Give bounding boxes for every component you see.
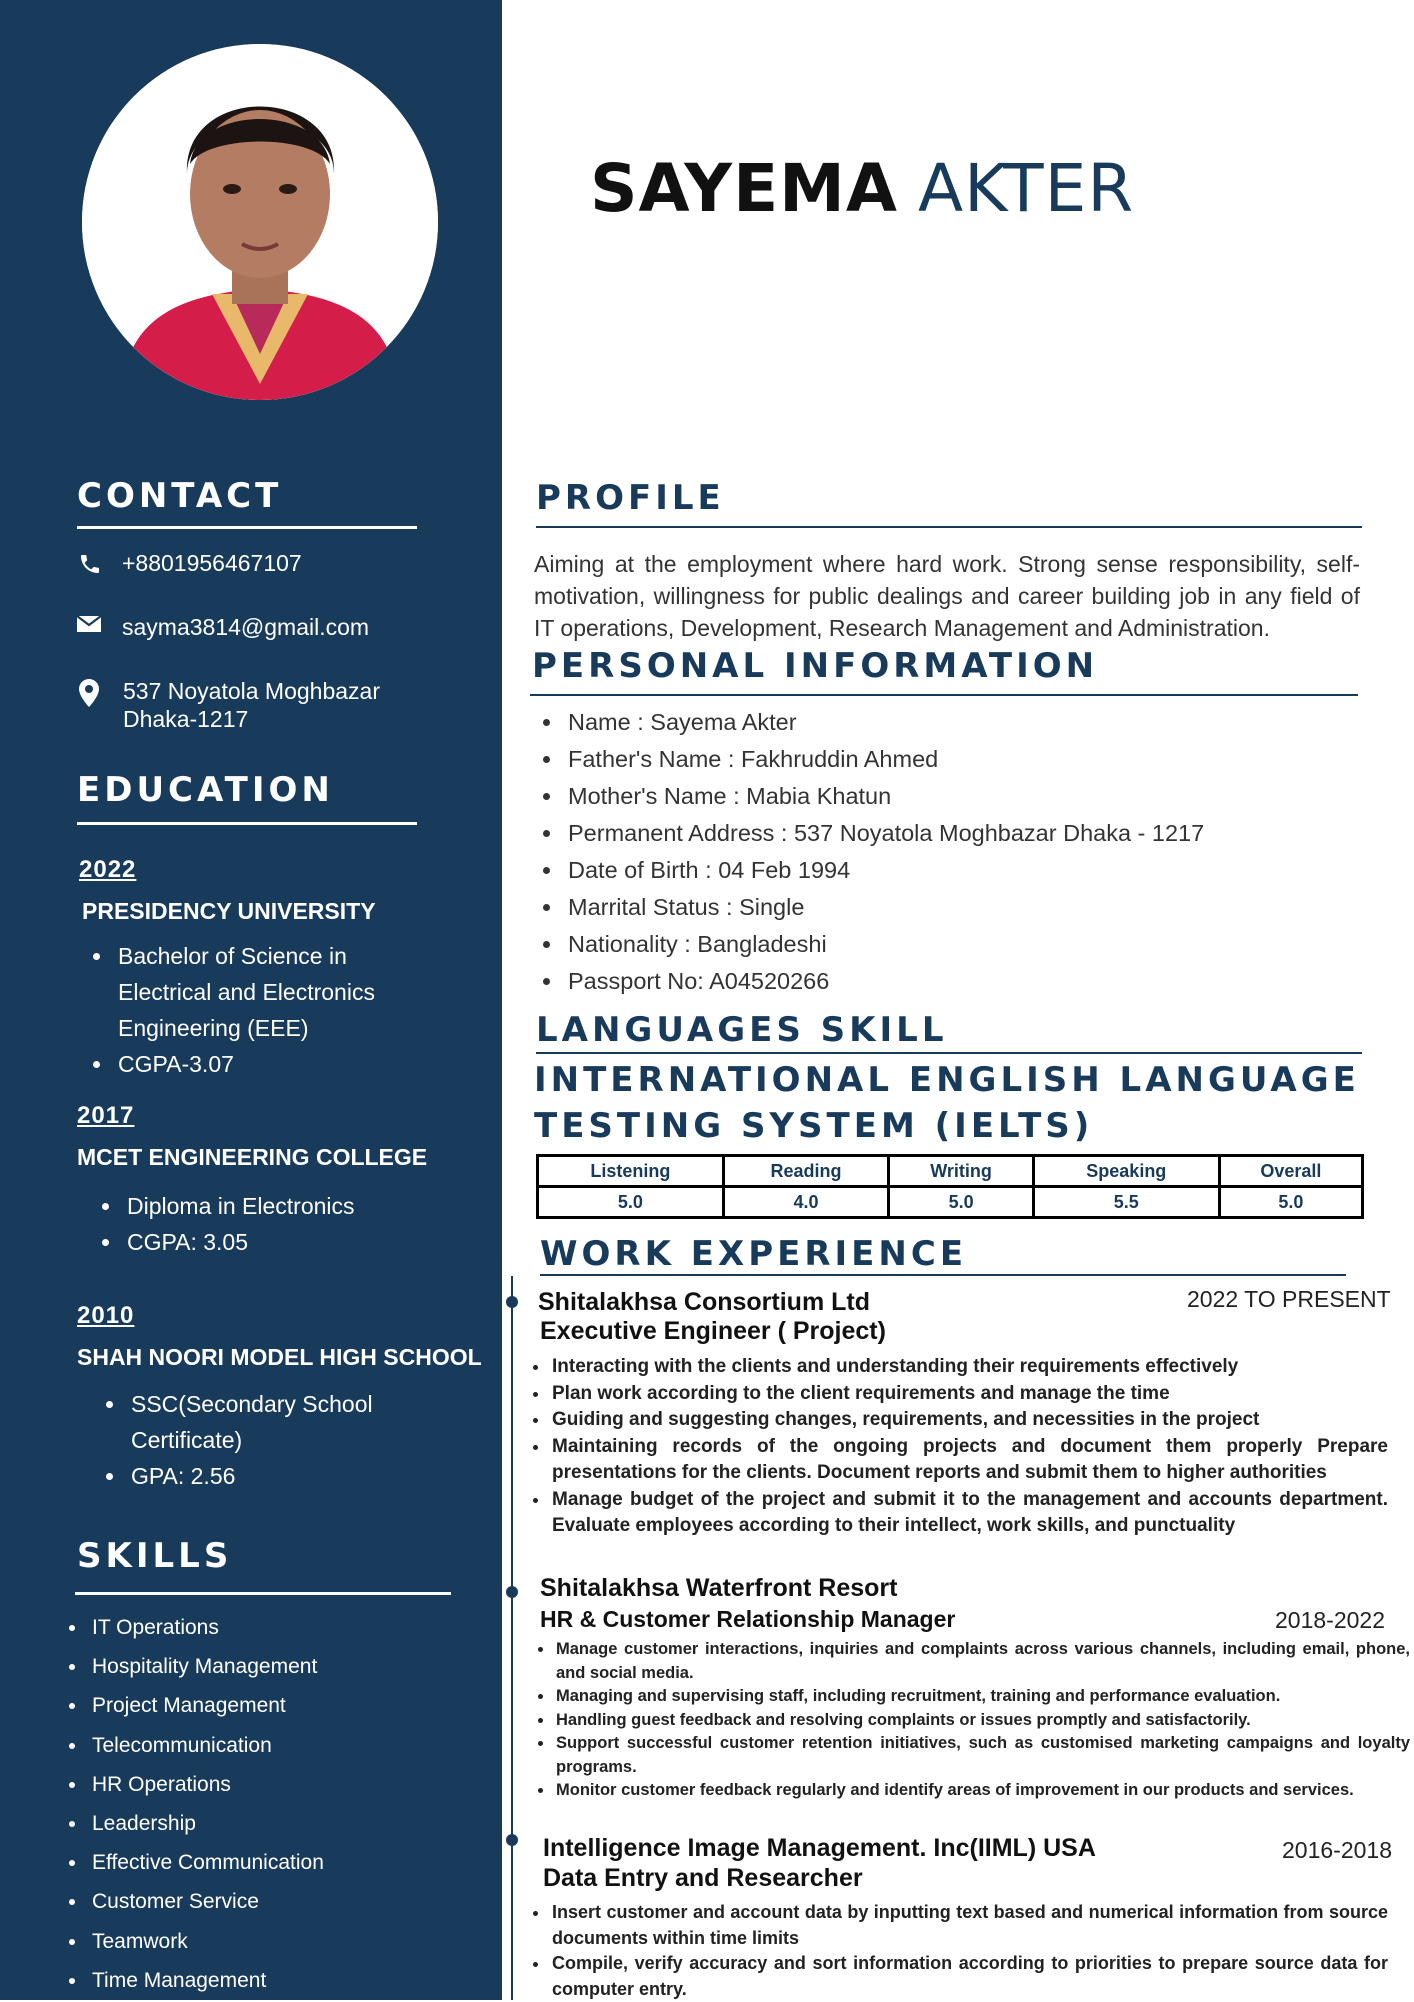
email-icon: [76, 614, 102, 639]
skill-item: • Leadership: [88, 1804, 488, 1843]
skill-item: • Hospitality Management: [88, 1647, 488, 1686]
list-item: • Date of Birth : 04 Feb 1994: [564, 852, 1384, 889]
list-item: • Monitor customer feedback regularly and identify areas of improvement in our products and services.: [554, 1779, 1410, 1803]
education-year: 2022: [79, 856, 137, 883]
education-school: PRESIDENCY UNIVERSITY: [82, 898, 376, 924]
skill-item: • Telecommunication: [88, 1726, 488, 1765]
languages-heading: LANGUAGES SKILL: [536, 1010, 948, 1050]
table-cell: 5.5: [1033, 1187, 1219, 1218]
skills-list: [70, 1608, 488, 2000]
skill-item: • Customer Service: [88, 1882, 488, 1921]
list-item: • Interacting with the clients and understanding their requirements effectively: [550, 1354, 1388, 1381]
list-item: • Father's Name : Fakhruddin Ahmed: [564, 741, 1384, 778]
skills-divider: [75, 1592, 451, 1595]
skill-item: • HR Operations: [88, 1765, 488, 1804]
skill-item: • Teamwork: [88, 1922, 488, 1961]
list-item: • Mother's Name : Mabia Khatun: [564, 778, 1384, 815]
name-last: AKTER: [918, 150, 1135, 227]
table-cell: 5.0: [889, 1187, 1034, 1218]
timeline-dot: [506, 1296, 518, 1308]
list-item: • CGPA: 3.05: [123, 1224, 443, 1260]
job-company: Shitalakhsa Waterfront Resort: [540, 1574, 898, 1602]
ielts-heading-line2: TESTING SYSTEM (IELTS): [534, 1106, 1094, 1146]
education-school: MCET ENGINEERING COLLEGE: [77, 1144, 428, 1170]
table-cell: 5.0: [1219, 1187, 1362, 1218]
list-item: • Insert customer and account data by inputting text based and numerical information from source documents within time limits: [550, 1900, 1388, 1951]
education-divider: [77, 822, 417, 825]
skill-item: • Time Management: [88, 1961, 488, 2000]
personal-info-list: [540, 704, 1384, 1000]
table-cell: 4.0: [723, 1187, 889, 1218]
list-item: • Marrital Status : Single: [564, 889, 1384, 926]
contact-divider: [77, 526, 417, 529]
education-details: [101, 1188, 443, 1260]
name-first: SAYEMA: [590, 150, 898, 227]
list-item: • Nationality : Bangladeshi: [564, 926, 1384, 963]
job-dates: 2018-2022: [1275, 1607, 1385, 1633]
list-item: • Permanent Address : 537 Noyatola Moghbazar Dhaka - 1217: [564, 815, 1384, 852]
skill-item: • Effective Communication: [88, 1843, 488, 1882]
education-details: [105, 1386, 427, 1494]
education-details: [92, 938, 414, 1082]
work-divider: [540, 1274, 1346, 1276]
skill-item: • IT Operations: [88, 1608, 488, 1647]
table-header: Reading: [723, 1156, 889, 1187]
list-item: • Bachelor of Science in Electrical and Electronics Engineering (EEE): [114, 938, 414, 1046]
work-heading: WORK EXPERIENCE: [540, 1234, 968, 1274]
job-title: Data Entry and Researcher: [543, 1864, 863, 1892]
list-item: • Passport No: A04520266: [564, 963, 1384, 1000]
languages-divider: [536, 1052, 1362, 1054]
timeline-dot: [506, 1586, 518, 1598]
job-company: Intelligence Image Management. Inc(IIML) USA: [543, 1834, 1096, 1862]
education-year: 2017: [77, 1102, 135, 1129]
table-cell: 5.0: [538, 1187, 724, 1218]
list-item: • SSC(Secondary School Certificate): [127, 1386, 427, 1458]
list-item: • Maintaining records of the ongoing projects and document them properly Prepare presentations for the clients. Document reports and submit them to higher authorities: [550, 1434, 1388, 1487]
education-school: SHAH NOORI MODEL HIGH SCHOOL: [77, 1344, 482, 1370]
list-item: • CGPA-3.07: [114, 1046, 414, 1082]
list-item: • Guiding and suggesting changes, requirements, and necessities in the project: [550, 1407, 1388, 1434]
list-item: • Manage customer interactions, inquiries and complaints across various channels, including email, phone, and social media.: [554, 1638, 1410, 1685]
phone-icon: [78, 552, 102, 581]
job-duties: [532, 1354, 1388, 1540]
job-duties: [536, 1638, 1410, 1803]
avatar: [82, 44, 438, 400]
list-item: • Managing and supervising staff, including recruitment, training and performance evaluation.: [554, 1685, 1410, 1709]
table-header: Writing: [889, 1156, 1034, 1187]
job-dates: 2022 TO PRESENT: [1187, 1286, 1391, 1312]
job-dates: 2016-2018: [1282, 1837, 1392, 1863]
ielts-score-table: [536, 1154, 1364, 1219]
timeline-line: [511, 1276, 513, 2000]
timeline-dot: [506, 1834, 518, 1846]
table-row: [538, 1187, 1363, 1218]
job-company: Shitalakhsa Consortium Ltd: [538, 1288, 870, 1316]
job-title: HR & Customer Relationship Manager: [540, 1606, 956, 1632]
personal-info-divider: [530, 694, 1358, 696]
profile-text: Aiming at the employment where hard work. Strong sense responsibility, self-motivation, willingness for public dealings and career building job in any field of IT operations, Development, Research Management and Administration.: [534, 551, 1360, 641]
list-item: • Support successful customer retention initiatives, such as customised marketing campaigns and loyalty programs.: [554, 1732, 1410, 1779]
address-line-2: Dhaka-1217: [123, 706, 249, 732]
table-header: Speaking: [1033, 1156, 1219, 1187]
job-duties: [532, 1900, 1388, 2002]
table-row: [538, 1156, 1363, 1187]
job-title: Executive Engineer ( Project): [540, 1317, 886, 1345]
email-address[interactable]: sayma3814@gmail.com: [122, 614, 370, 640]
table-header: Overall: [1219, 1156, 1362, 1187]
location-icon: [78, 678, 100, 713]
profile-divider: [536, 526, 1362, 528]
address-line-1: 537 Noyatola Moghbazar: [123, 678, 380, 704]
list-item: • Compile, verify accuracy and sort information according to priorities to prepare source data for computer entry.: [550, 1951, 1388, 2002]
education-heading: EDUCATION: [77, 770, 334, 810]
list-item: • GPA: 2.56: [127, 1458, 427, 1494]
profile-heading: PROFILE: [536, 478, 725, 518]
list-item: • Handling guest feedback and resolving complaints or issues promptly and satisfactorily.: [554, 1709, 1410, 1733]
personal-info-heading: PERSONAL INFORMATION: [532, 646, 1099, 686]
table-header: Listening: [538, 1156, 724, 1187]
list-item: • Diploma in Electronics: [123, 1188, 443, 1224]
list-item: • Name : Sayema Akter: [564, 704, 1384, 741]
profile-photo: [82, 44, 438, 400]
skills-heading: SKILLS: [77, 1536, 233, 1576]
ielts-heading-line1: INTERNATIONAL ENGLISH LANGUAGE: [534, 1060, 1360, 1100]
education-year: 2010: [77, 1302, 135, 1329]
skill-item: • Project Management: [88, 1686, 488, 1725]
phone-number[interactable]: +8801956467107: [122, 550, 302, 576]
list-item: • Manage budget of the project and submit it to the management and accounts department. Evaluate employees according to their intellect, work skills, and punctuality: [550, 1487, 1388, 1540]
list-item: • Plan work according to the client requirements and manage the time: [550, 1381, 1388, 1408]
contact-heading: CONTACT: [77, 476, 283, 516]
